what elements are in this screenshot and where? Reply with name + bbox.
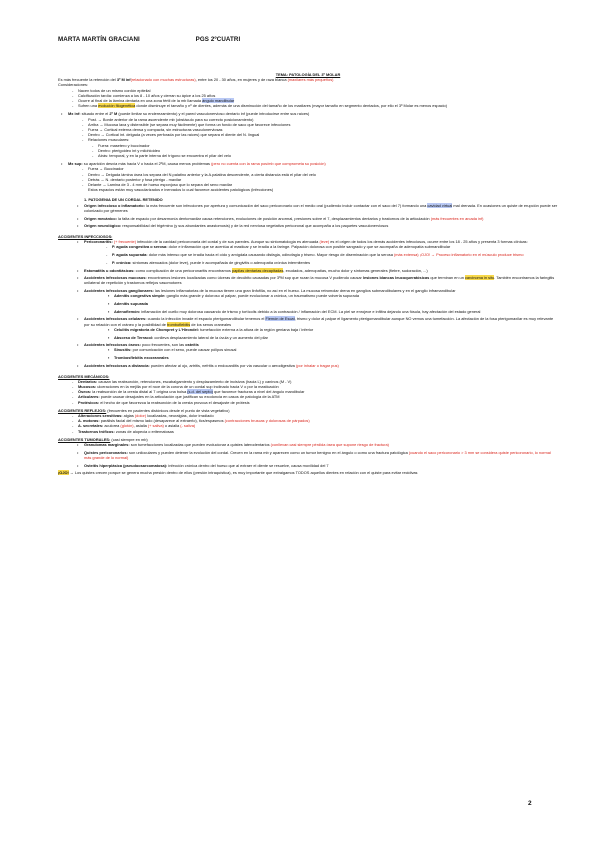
document-body	[58, 72, 558, 476]
page-header	[58, 36, 240, 43]
list-item: • Pericoronaritis: (+ frecuente) infección de la cavidad pericoronaria del cordal y de sus paredes. Aunque su sintomatología es atenuada (leve) es el origen de todos los demás accidentes infecciosos, ocurre entre los 18 - 25 años y presenta 3 formas clínicas: - P. aguda congestiva o serosa: dolor e inflamación que se acentúa al masticar y se irradia a la faringe. Palpación dolorosa con posible sangrado y que se acompaña de adenopatía submandibular - P. aguda supurada: dolor más intenso que se irradia hacia el oído y amígdala causando disfagia, odinofagia y trismo. Mayor riesgo de diseminación que la serosa (más extensa) ¡OJO! → Proceso inflamatorio en el músculo produce trismo - P. crónica: síntomas atenuados (dolor leve), puede ir acompañada de gingivitis o adenopatía crónica intermitentes	[84, 239, 558, 265]
author-name: MARTA MARTÍN GRACIANI	[58, 36, 140, 43]
section-heading: ACCIDENTES REFLEJOS: (frecuentes en pacientes distónicos desde el punto de vista vegetativo)	[58, 407, 230, 413]
list-item: - A. motoras: parálisis facial del mismo lado (desaparece al extraerlo), tics/espasmos (contracciones bruscas y dolorosas de párpados)	[78, 418, 558, 423]
list-item: ▪ Sinusitis: por comunicación con el seno, puede causar pólipos sinusal	[114, 347, 558, 352]
list-item: - Ocurre al final de la lámina dentaria en una zona fértil de la mb llamada ángulo mandibular	[78, 98, 558, 103]
list-item: ▪ Adenoflemón: inflamación del cuello muy dolorosa causando de trismo y tortícolis debido a la contracción / inflamación del ECM. La piel se enrojece e infiltra dejando una fósula, hay afectación del estado general	[114, 309, 558, 314]
considerations-list	[58, 88, 558, 109]
list-item: - A. secretales: aculorea (glotón), asialia (+ saliva) o asialia (- saliva)	[78, 423, 558, 428]
list-item: • Accidentes infecciosos celulares: cuando la infección invade el espacio pterigomandibular tenemos el Flemón de Escat, trismo y dolor al palpar el ligamento pterigomandibular aunque NO vemos una tumefacción. La afectación de la fosa pterigomaxilar es muy relevante por su relación con el cráneo y la posibilidad de tromboflebitis de los senos craneales ▪ Celulitis migratoria de Chompret y L'Hirondel: tumefacción externa a la altura de la región geniana baja / inferior ▪ Absceso de Terracol: conlleva desplazamiento lateral de la úvula y un aumento del pilar	[84, 316, 558, 339]
list-item: • Mx sup: su aparición desvía más hacia V o hacia el 2ºM, causa menos problemas (pero no cuenta con la rama pos/mb que comprometa su posición) - Fuera → Buccinador - Dentro → Delgada lámina ósea los separa del N.palatino anterior y la A.palatina descendente, a cierta distancia está el pilar del velo - Detrás → N. dentario posterior y fosa pterigo - maxilar - Delante → Lamina de 3 - 4 mm de hueso esponjoso que lo separa del seno maxilar Estos espacios están muy vascularizados e inervados lo cual favorece accidentes patológicos (infecciones)	[68, 161, 558, 192]
list-item: - Fuera → Buccinador	[88, 166, 558, 171]
list-item: - Arriba → Mucosa laxa y distensible (se separa muy fácilmente) que forma un fondo de saco que favorece infecciones	[88, 122, 558, 127]
list-item: - Protésicos: el hecho de que favorezca la reabsorción de la cresta provoca el desajuste de prótesis	[78, 400, 558, 405]
list-item: ▪ Adenitis congestiva simple: ganglio más grande y doloroso al palpar, puede evolucionar a crónica, un traumatismo puede volverla supurada	[114, 293, 558, 298]
list-item: ▪ Celulitis migratoria de Chompret y L'Hirondel: tumefacción externa a la altura de la región geniana baja / inferior	[114, 327, 558, 332]
list-item: - Dentro → Delgada lámina ósea los separa del N.palatino anterior y la A.palatina descendente, a cierta distancia está el pilar del velo	[88, 172, 558, 177]
list-item: - Fuera: masetero y buccinador	[98, 143, 558, 148]
list-item: - Relaciones musculares:	[88, 137, 558, 142]
list-item: • Origen infeccioso o inflamatorio: la más frecuente son infecciones por apertura y comunicación del saco pericoronario con el medio oral (pudiendo incluir contactar con el saco del 7) formando una cavidad virtual mal drenada. En ocasiones un quiste de erupción puede ser colonizado por gérmenes	[84, 203, 558, 213]
list-item: - Post. → Borde anterior de la rama ascendente mb (obstáculo para su correcto posicionamiento)	[88, 117, 558, 122]
list-item: • Estomatitis u odontiásicas: como complicación de una pericoronaritis encontramos papilas dentarias decapitadas, exudados, adenopatías, mucho dolor y síntomas generales (fiebre, sudoración, ...)	[84, 268, 558, 273]
list-item: - Delante → Lamina de 3 - 4 mm de hueso esponjoso que lo separa del seno maxilar	[88, 182, 558, 187]
mech-list	[58, 379, 558, 405]
list-item: • Origen neurológico: responsabilidad del trigémino (y sus abundantes anastomosis) y de la red nerviosa vegetativa pericoronal que acompaña a los paquetes vasculonerviosos	[84, 223, 558, 228]
list-item: - P. crónica: síntomas atenuados (dolor leve), puede ir acompañada de gingivitis o adenopatía crónica intermitentes	[112, 260, 558, 265]
closing-note: ¡OJO! → Los quistes crecen porque se genera mucha presión dentro de ellos (presión intraquística), es muy importante que extraigamos TODOS aquellos dientes en relación con el quiste para evitar recidivas	[58, 470, 418, 476]
list-item: - Dentro → Cortical int. delgada (a veces perforada por las raíces) que separa el diente del N. lingual	[88, 132, 558, 137]
list-item: - Nacen todos de un mismo cordón epitelial	[78, 88, 558, 93]
list-item: ▪ Absceso de Terracol: conlleva desplazamiento lateral de la úvula y un aumento del pilar	[114, 335, 558, 340]
list-item: • Accidentes infecciosos a distancia: pueden afectar al ojo, artritis, nefritis o endocarditis por vía vascular o aerodigestiva (por inhalar o tragar pus)	[84, 363, 558, 368]
reflex-list	[58, 413, 558, 434]
document-title: TEMA: PATOLOGÍA DEL 3º MOLAR	[275, 72, 341, 77]
note-text: Estos espacios están muy vascularizados e inervados lo cual favorece accidentes patológicos (infecciones)	[88, 187, 274, 193]
list-item: • Accidentes infecciosos óseos: poco frecuentes, son las osteítis ▪ Sinusitis: por comunicación con el seno, puede causar pólipos sinusal ▪ Trombosflebitis exocraneales	[84, 342, 558, 360]
list-item: - Detrás → N. dentario posterior y fosa pterigo - maxilar	[88, 177, 558, 182]
intro-paragraph: Es más frecuente la retención del 3º M inf(relacionado con muchas estructuras), entre los 20 - 30 años, en mujeres y de raza blanca (maxilares más pequeños)	[58, 77, 334, 83]
list-item: - P. aguda supurada: dolor más intenso que se irradia hacia el oído y amígdala causando disfagia, odinofagia y trismo. Mayor riesgo de diseminación que la serosa (más extensa) ¡OJO! → Proceso inflamatorio en el músculo produce trismo	[112, 252, 558, 257]
course-label: PGS 2ºCUATRI	[195, 36, 241, 43]
list-item: - Dentarios: causan las reabsorción, retenciones, escabalgamiento y desplazamiento de incisivos (hacia L) y caninos (M - V)	[78, 379, 558, 384]
list-item: - P. aguda congestiva o serosa: dolor e inflamación que se acentúa al masticar y se irradia a la faringe. Palpación dolorosa con posible sangrado y que se acompaña de adenopatía submandibular	[112, 244, 558, 249]
section-heading: ACCIDENTES MECÁNICOS:	[58, 373, 110, 379]
list-item: - Articulares: puede causar desajustes en la articulación que justifican su exodoncia en casos de patología de la ATM	[78, 394, 558, 399]
section-heading: ACCIDENTES INFECCIOSOS:	[58, 233, 113, 239]
list-item: • Osteítis hiperplásica (pseudoosarcomatosa): infección crónica dentro del hueso que al extraer el diente se resuelve, causa movilidad del 7	[84, 463, 558, 468]
pathogeny-list	[58, 203, 558, 229]
section-heading: ACCIDENTES TUMORALES: (casi siempre en mb)	[58, 436, 148, 442]
infect-list	[58, 239, 558, 368]
list-item: • Origen mecánico: la falta de espacio por desarmonía dentomaxilar causa retenciones, evoluciones de posición anormal, presiones sobre el 7, desplazamientos dentarios y trastornos de la articulación (más frecuentes en arcada inf)	[84, 216, 558, 221]
list-item: - Sufren una evolución filogenética donde disminuye el tamaño y nº de dientes, además de una disminución del tamaño de los maxilares (mayor tamaño en segmento dentados, por ello el 3º Molar es menos espacio)	[78, 103, 558, 108]
list-item: - Dentro: pterigoideo int y milohioideo	[98, 148, 558, 153]
list-item: - Mucosos: ulceraciones en la mejilla por el roce de la corona de un cordal sup inclinado hacia V o por la masticación	[78, 384, 558, 389]
tumor-list	[58, 442, 558, 468]
page-number: 2	[528, 800, 532, 807]
list-item: - Alteraciones sensitivas: algias (dolor) localizadas, neuralgias, dolor irradiado	[78, 413, 558, 418]
list-item: • Accidentes infecciosos ganglionares: las lesiones inflamatorias de la mucosa tienen una gran linfofilia, no así en el hueso. La mucosa retromolar drena en ganglios submandibulares y en el ganglio inframandibular ▪ Adenitis congestiva simple: ganglio más grande y doloroso al palpar, puede evolucionar a crónica, un traumatismo puede volverla supurada ▪ Adenitis supurada ▪ Adenoflemón: inflamación del cuello muy dolorosa causando de trismo y tortícolis debido a la contracción / inflamación del ECM. La piel se enrojece e infiltra dejando una fósula, hay afectación del estado general	[84, 288, 558, 314]
list-item: - Fuera → Cortical externa densa y compacta, sin estructuras vasculonerviosas	[88, 127, 558, 132]
list-item: - Calcificación tardía: comienza a los 8 - 10 años y cierran su ápice a los 25 años	[78, 93, 558, 98]
list-item: ▪ Adenitis supurada	[114, 301, 558, 306]
list-item: ▪ Trombosflebitis exocraneales	[114, 355, 558, 360]
list-item: - Trastornos tróficos: zonas de alopecia o eritematosas	[78, 429, 558, 434]
list-item: • Accidentes infecciosos mucosos: encontramos lesiones localizadas como úlceras de decúbito causadas por 3ºM sup que rozan la mucosa V pudiendo causar lesiones blancas leucoqueratósicas que terminan en un carcinoma in situ. También encontramos la faringitis unilateral de repetición y trastornos reflejos vasomotores	[84, 275, 558, 285]
mx-inf-section	[58, 111, 558, 158]
mx-sup-section	[58, 161, 558, 192]
considerations-label: Consideraciones:	[58, 82, 89, 88]
list-item: • Quistes pericoronarios: son uniloculares y pueden detener la evolución del cordal. Crecen en la rama mb y aparecen como un tumor benigno en el ángulo o como una fractura patológica (cuando el saco pericoronario > 3 mm se considera quiste pericoronario, lo normal más grande de lo normal)	[84, 450, 558, 460]
list-item: - Óseos: la reabsorción de la cresta distal al 7 origina una bolsa (s.d. del septo) que favorece fracturas a nivel del ángulo mandibular	[78, 389, 558, 394]
section-heading: 1. PATOGENIA DE UN CORDAL RETENIDO	[84, 197, 163, 203]
list-item: - Atrás: temporal, y en la parte interna del trígono se encuentra el pilar del velo	[98, 153, 558, 158]
list-item: • Granulomas marginales: son tumefacciones localizadas que pueden evolucionar a quistes laterodentarios (conllevan casi siempre pérdida ósea que supone riesgo de fractura)	[84, 442, 558, 447]
list-item: • Mx inf: situado entre el 2º M (puede limitar su enderezamiento) y el pared vasculonervioso dentario inf (puede introducirse entre sus raíces) - Post. → Borde anterior de la rama ascendente mb (obstáculo para su correcto posicionamiento) - Arriba → Mucosa laxa y distensible (se separa muy fácilmente) que forma un fondo de saco que favorece infecciones - Fuera → Cortical externa densa y compacta, sin estructuras vasculonerviosas - Dentro → Cortical int. delgada (a veces perforada por las raíces) que separa el diente del N. lingual - Relaciones musculares: - Fuera: masetero y buccinador - Dentro: pterigoideo int y milohioideo - Atrás: temporal, y en la parte interna del trígono se encuentra el pilar del velo	[68, 111, 558, 158]
